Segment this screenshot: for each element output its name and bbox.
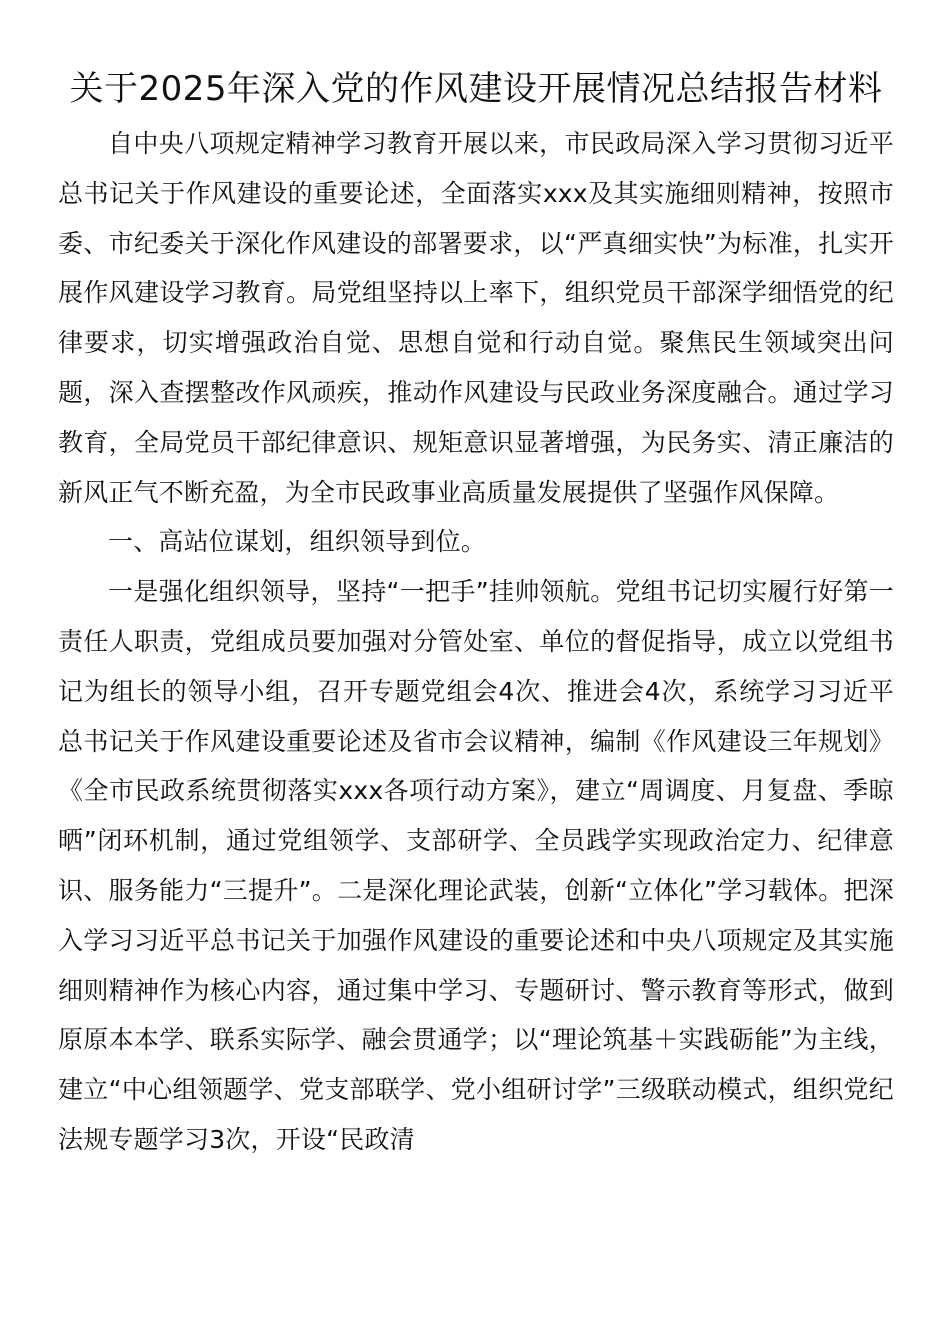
paragraph-intro: 自中央八项规定精神学习教育开展以来，市民政局深入学习贯彻习近平总书记关于作风建设的重要论述，全面落实xxx及其实施细则精神，按照市委、市纪委关于深化作风建设的部署要求，以“严真细实快”为标准，扎实开展作风建设学习教育。局党组坚持以上率下，组织党员干部深学细悟党的纪律要求，切实增强政治自觉、思想自觉和行动自觉。聚焦民生领域突出问题，深入查摆整改作风顽疾，推动作风建设与民政业务深度融合。通过学习教育，全局党员干部纪律意识、规矩意识显著增强，为民务实、清正廉洁的新风正气不断充盈，为全市民政事业高质量发展提供了坚强作风保障。: [58, 129, 894, 507]
document-title: 关于2025年深入党的作风建设开展情况总结报告材料: [69, 69, 883, 109]
paragraph-section-1: 一是强化组织领导，坚持“一把手”挂帅领航。党组书记切实履行好第一责任人职责，党组成员要加强对分管处室、单位的督促指导，成立以党组书记为组长的领导小组，召开专题党组会4次、推进会4次，系统学习习近平总书记关于作风建设重要论述及省市会议精神，编制《作风建设三年规划》《全市民政系统贯彻落实xxx各项行动方案》，建立“周调度、月复盘、季晾晒”闭环机制，通过党组领学、支部研学、全员践学实现政治定力、纪律意识、服务能力“三提升”。二是深化理论武装，创新“立体化”学习载体。把深入学习习近平总书记关于加强作风建设的重要论述和中央八项规定及其实施细则精神作为核心内容，通过集中学习、专题研讨、警示教育等形式，做到原原本本学、联系实际学、融会贯通学；以“理论筑基＋实践砺能”为主线，建立“中心组领题学、党支部联学、党小组研讨学”三级联动模式，组织党纪法规专题学习3次，开设“民政清: [58, 577, 894, 1154]
document-page: [58, 64, 894, 1165]
section-heading-1: 一、高站位谋划，组织领导到位。: [108, 527, 487, 557]
